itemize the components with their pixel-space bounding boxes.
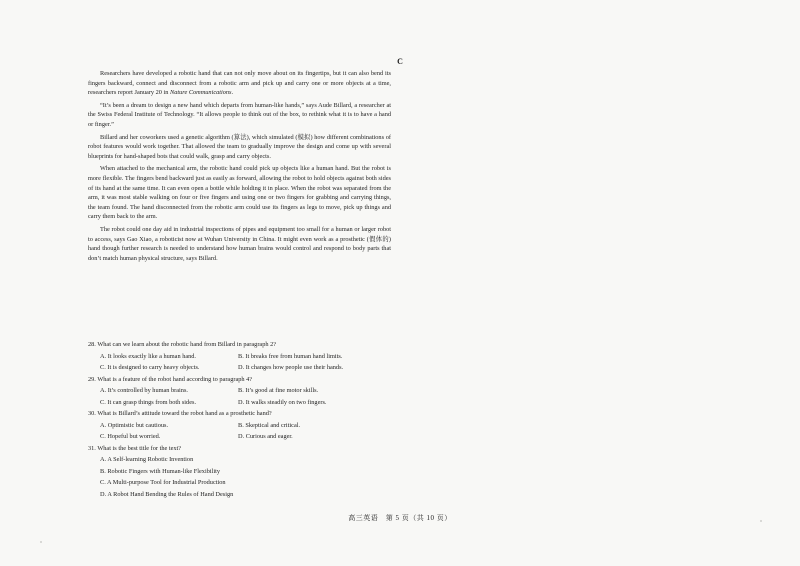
option-c[interactable]: C. It can grasp things from both sides. — [100, 398, 197, 406]
option-d[interactable]: D. It changes how people use their hands. — [238, 364, 344, 371]
option-group — [88, 454, 391, 500]
option-a[interactable]: A. It’s controlled by human brains. — [100, 387, 188, 394]
option-b[interactable]: B. It’s good at fine motor skills. — [238, 387, 319, 394]
option-d[interactable]: D. It walks steadily on two fingers. — [238, 398, 327, 406]
question-31 — [88, 443, 391, 501]
scan-speck — [40, 541, 42, 543]
option-c[interactable]: C. It is designed to carry heavy objects. — [100, 364, 200, 371]
journal-name: Nature Communications — [170, 89, 232, 97]
option-a[interactable]: A. It looks exactly like a human hand. — [100, 352, 197, 360]
option-b[interactable]: B. Robotic Fingers with Human-like Flexibility — [100, 467, 220, 475]
question-29 — [88, 374, 391, 409]
paragraph-5: The robot could one day aid in industrial inspections of pipes and equipment too small for a human or larger robot to access, says Gao Xiao, a roboticist now at Wuhan University in China. It might even work as a prosthetic (假体的) hand though further research is needed to understand how human brains would control and respond to body parts that don’t match human physical structure, says Billard. — [88, 225, 391, 262]
option-d[interactable]: D. Curious and eager. — [238, 433, 293, 440]
question-stem: 28. What can we learn about the robotic hand from Billard in paragraph 2? — [88, 341, 277, 348]
question-list — [88, 339, 391, 500]
option-group — [88, 385, 391, 408]
paragraph-4: When attached to the mechanical arm, the robotic hand could pick up objects like a human hand. But the robot is more flexible. The fingers bend backward just as easily as forward, allowing the robot to hold objects against both sides of its hand at the same time. It can even open a bottle while holding it in place. When the robot was separated from the arm, it was most stable walking on four or five fingers and using one or two fingers for grabbing and carrying things, the team found. The hand disconnected from the robotic arm could use its fingers as legs to move, pick up things and carry them back to the arm. — [88, 165, 391, 221]
scan-speck — [760, 520, 762, 522]
option-group — [88, 420, 391, 443]
option-a[interactable]: A. A Self-learning Robotic Invention — [100, 456, 194, 463]
question-stem: 30. What is Billard’s attitude toward the robot hand as a prosthetic hand? — [88, 410, 272, 417]
question-30 — [88, 408, 391, 443]
paragraph-1: Researchers have developed a robotic hand that can not only move about on its fingertips, but it can also bend its fingers backward, connect and disconnect from a robotic arm and pick up and carry one or more objects at a time, researchers report January 20 in Nature Communications. — [88, 70, 391, 97]
paragraph-3: Billard and her coworkers used a genetic algorithm (算法), which simulated (模拟) how different combinations of robot features would work together. That allowed the team to gradually improve the design and come up with several blueprints for hand-shaped bots that could walk, grasp and carry objects. — [88, 133, 391, 160]
option-c[interactable]: C. Hopeful but worried. — [100, 433, 161, 440]
option-c[interactable]: C. A Multi-purpose Tool for Industrial Production — [100, 479, 226, 486]
reading-passage — [88, 69, 391, 266]
section-label: C — [397, 57, 403, 66]
paragraph-2: “It’s been a dream to design a new hand which departs from human-like hands,” says Aude Billard, a researcher at the Swiss Federal Institute of Technology. “It allows people to think out of the box, to rethink what it is to have a hand or finger.” — [88, 101, 391, 128]
question-stem: 31. What is the best title for the text? — [88, 444, 182, 452]
option-b[interactable]: B. It breaks free from human hand limits. — [238, 352, 343, 360]
page-footer: 高三英语 第 5 页（共 10 页） — [348, 514, 452, 522]
option-b[interactable]: B. Skeptical and critical. — [238, 421, 301, 429]
option-group — [88, 351, 391, 374]
option-a[interactable]: A. Optimistic but cautious. — [100, 421, 169, 429]
question-28 — [88, 339, 391, 374]
option-d[interactable]: D. A Robot Hand Bending the Rules of Hand Design — [100, 490, 234, 498]
question-stem: 29. What is a feature of the robot hand according to paragraph 4? — [88, 375, 253, 383]
